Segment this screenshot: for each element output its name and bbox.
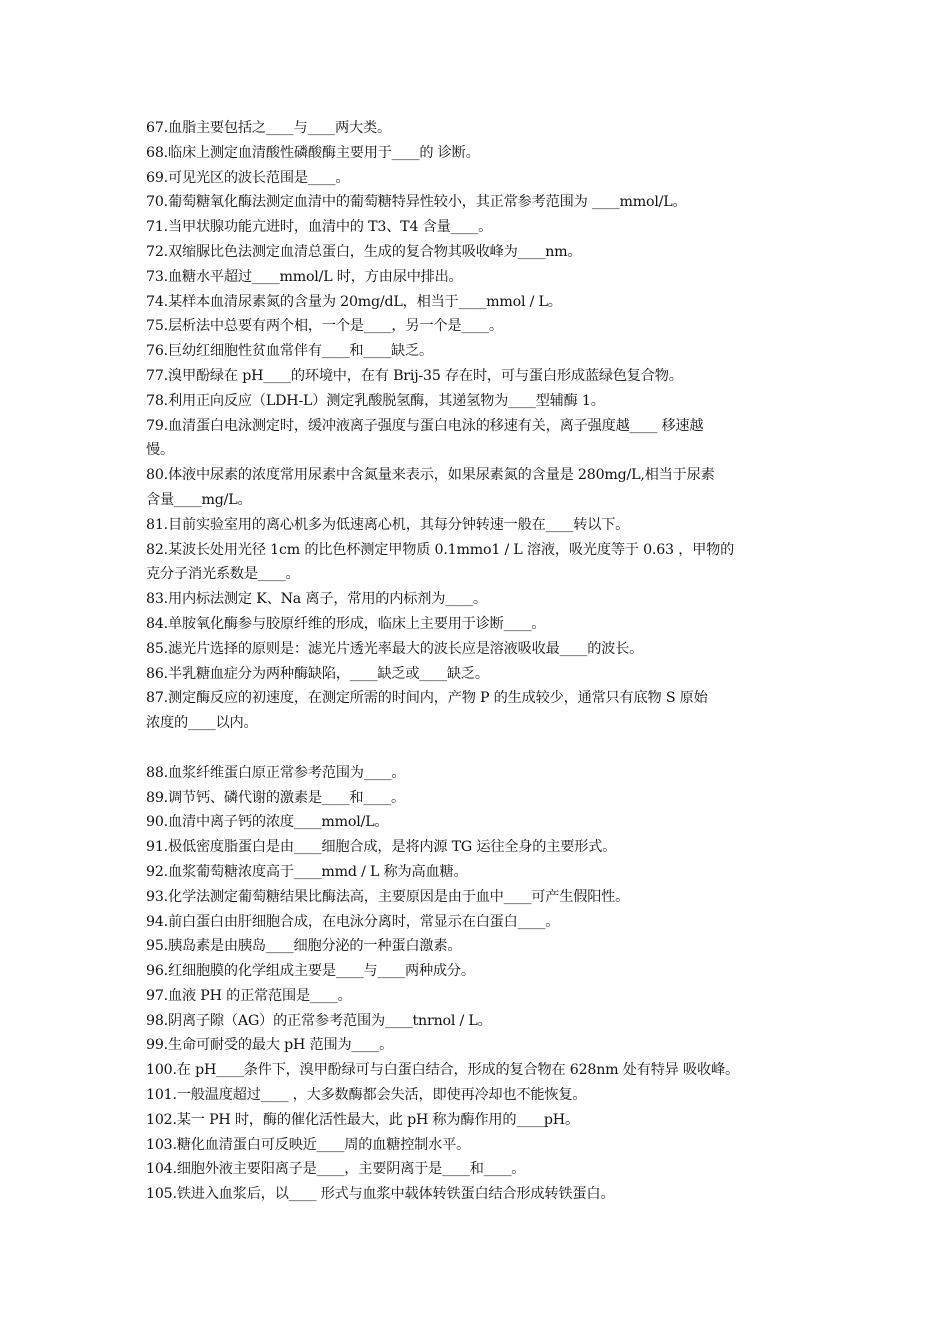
question-line-continuation: 慢。 xyxy=(146,442,174,459)
question-line: 95.胰岛素是由胰岛____细胞分泌的一种蛋白激素。 xyxy=(146,938,462,955)
question-line: 91.极低密度脂蛋白是由____细胞合成，是将内源 TG 运往全身的主要形式。 xyxy=(146,839,617,856)
question-line: 70.葡萄糖氧化酶法测定血清中的葡萄糖特异性较小，其正常参考范围为 ____mmol/L。 xyxy=(146,194,687,211)
question-line: 87.测定酶反应的初速度，在测定所需的时间内，产物 P 的生成较少，通常只有底物 S 原始 xyxy=(146,690,708,707)
question-line: 71.当甲状腺功能亢进时，血清中的 T3、T4 含量____。 xyxy=(146,219,493,236)
question-line: 76.巨幼红细胞性贫血常伴有____和____缺乏。 xyxy=(146,343,433,360)
question-line: 94.前白蛋白由肝细胞合成，在电泳分离时，常显示在白蛋白____。 xyxy=(146,913,560,930)
question-line: 99.生命可耐受的最大 pH 范围为____。 xyxy=(146,1037,394,1054)
question-line: 105.铁进入血浆后，以____ 形式与血浆中载体转铁蛋白结合形成转铁蛋白。 xyxy=(146,1186,615,1203)
blank-gap xyxy=(146,736,810,761)
question-line: 89.调节钙、磷代谢的激素是____和____。 xyxy=(146,789,405,806)
question-line: 82.某波长处用光径 1cm 的比色杯测定甲物质 0.1mmo1 / L 溶液，吸光度等于 0.63 ，甲物的 xyxy=(146,541,735,558)
question-line: 103.糖化血清蛋白可反映近____周的血糖控制水平。 xyxy=(146,1136,471,1153)
question-line: 72.双缩脲比色法测定血清总蛋白，生成的复合物其吸收峰为____nm。 xyxy=(146,243,582,260)
question-line: 98.阴离子隙（AG）的正常参考范围为____tnrnol / L。 xyxy=(146,1012,492,1029)
question-line: 93.化学法测定葡萄糖结果比酶法高，主要原因是由于血中____可产生假阳性。 xyxy=(146,888,630,905)
document-page xyxy=(146,116,810,1207)
question-line: 101.一般温度超过____ ，大多数酶都会失活，即使再冷却也不能恢复。 xyxy=(146,1087,587,1104)
question-line-continuation: 克分子消光系数是____。 xyxy=(146,566,300,583)
question-line: 92.血浆葡萄糖浓度高于____mmd / L 称为高血糖。 xyxy=(146,863,468,880)
question-line: 68.临床上测定血清酸性磷酸酶主要用于____的 诊断。 xyxy=(146,144,480,161)
question-list-part1 xyxy=(146,116,810,736)
question-line: 74.某样本血清尿素氮的含量为 20mg/dL，相当于____mmol / L。 xyxy=(146,293,562,310)
question-line: 83.用内标法测定 K、Na 离子，常用的内标剂为____。 xyxy=(146,591,487,608)
question-line-continuation: 含量____mg/L。 xyxy=(146,491,252,508)
question-line: 77.溴甲酚绿在 pH____的环境中，在有 Brij-35 存在时，可与蛋白形成蓝绿色复合物。 xyxy=(146,367,683,384)
question-line: 75.层析法中总要有两个相，一个是____，另一个是____。 xyxy=(146,318,503,335)
question-line: 78.利用正向反应（LDH-L）测定乳酸脱氢酶，其递氢物为____型辅酶 1。 xyxy=(146,392,605,409)
question-line: 90.血清中离子钙的浓度____mmol/L。 xyxy=(146,814,389,831)
question-line: 84.单胺氧化酶参与胶原纤维的形成，临床上主要用于诊断____。 xyxy=(146,615,546,632)
question-line: 88.血浆纤维蛋白原正常参考范围为____。 xyxy=(146,764,406,781)
question-line-continuation: 浓度的____以内。 xyxy=(146,715,258,732)
question-line: 97.血液 PH 的正常范围是____。 xyxy=(146,987,352,1004)
question-line: 81.目前实验室用的离心机多为低速离心机，其每分钟转速一般在____转以下。 xyxy=(146,516,630,533)
question-line: 96.红细胞膜的化学组成主要是____与____两种成分。 xyxy=(146,963,475,980)
question-line: 86.半乳糖血症分为两种酶缺陷，____缺乏或____缺乏。 xyxy=(146,665,489,682)
question-line: 102.某一 PH 时，酶的催化活性最大，此 pH 称为酶作用的____pH。 xyxy=(146,1111,579,1128)
question-line: 69.可见光区的波长范围是____。 xyxy=(146,169,350,186)
question-line: 67.血脂主要包括之____与____两大类。 xyxy=(146,120,391,136)
question-line: 104.细胞外液主要阳离子是____，主要阴离于是____和____。 xyxy=(146,1161,526,1178)
question-line: 100.在 pH____条件下，溴甲酚绿可与白蛋白结合，形成的复合物在 628nm 处有特异 吸收峰。 xyxy=(146,1062,739,1079)
question-line: 73.血糖水平超过____mmol/L 时，方由尿中排出。 xyxy=(146,268,463,285)
question-line: 79.血清蛋白电泳测定时，缓冲液离子强度与蛋白电泳的移速有关，离子强度越____ 移速越 xyxy=(146,417,704,434)
question-line: 80.体液中尿素的浓度常用尿素中含氮量来表示，如果尿素氮的含量是 280mg/L,相当于尿素 xyxy=(146,467,715,484)
question-list-part2 xyxy=(146,761,810,1207)
question-line: 85.滤光片选择的原则是：滤光片透光率最大的波长应是溶液吸收最____的波长。 xyxy=(146,640,644,657)
